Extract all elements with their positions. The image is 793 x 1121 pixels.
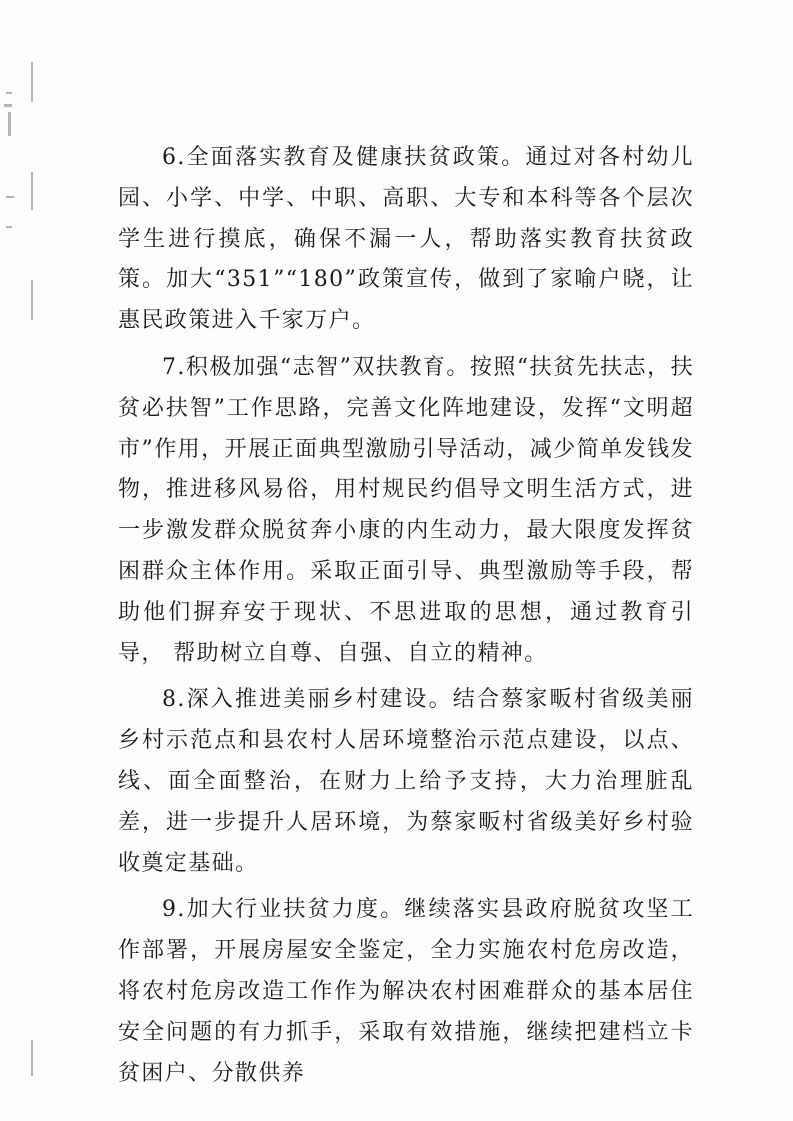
paragraph-industry-poverty-relief: 9.加大行业扶贫力度。继续落实县政府脱贫攻坚工作部署，开展房屋安全鉴定，全力实施农村危房改造，将农村危房改造工作作为解决农村困难群众的基本居住安全问题的有力抓手，采取有效措施，继续把建档立卡贫困户、分散供养 — [118, 897, 694, 1086]
scan-artifact-mark — [31, 1040, 33, 1076]
scan-artifact-mark — [8, 112, 11, 136]
scan-artifact-mark — [4, 104, 12, 107]
scan-artifact-mark — [6, 226, 12, 228]
paragraph-education-health-policy: 6.全面落实教育及健康扶贫政策。通过对各村幼儿园、小学、中学、中职、高职、大专和本科等各个层次学生进行摸底，确保不漏一人，帮助落实教育扶贫政策。加大“351”“180”政策宣传，做到了家喻户晓，让惠民政策进入千家万户。 — [118, 145, 694, 334]
scan-artifact-mark — [6, 92, 12, 94]
document-body — [118, 138, 694, 1100]
scan-artifact-mark — [6, 196, 14, 198]
scan-artifact-mark — [31, 280, 33, 320]
scan-artifact-mark — [31, 62, 33, 102]
paragraph-beautiful-village: 8.深入推进美丽乡村建设。结合蔡家畈村省级美丽乡村示范点和县农村人居环境整治示范点建设，以点、线、面全面整治，在财力上给予支持，大力治理脏乱差，进一步提升人居环境，为蔡家畈村省级美好乡村验收奠定基础。 — [118, 687, 694, 876]
paragraph-zhi-zhi-education: 7.积极加强“志智”双扶教育。按照“扶贫先扶志，扶贫必扶智”工作思路，完善文化阵地建设，发挥“文明超市”作用，开展正面典型激励引导活动，减少简单发钱发物，推进移风易俗，用村规民约倡导文明生活方式，进一步激发群众脱贫奔小康的内生动力，最大限度发挥贫困群众主体作用。采取正面引导、典型激励等手段，帮助他们摒弃安于现状、不思进取的思想，通过教育引导， 帮助树立自尊、自强、自立的精神。 — [118, 354, 694, 666]
scan-artifact-mark — [31, 172, 33, 210]
